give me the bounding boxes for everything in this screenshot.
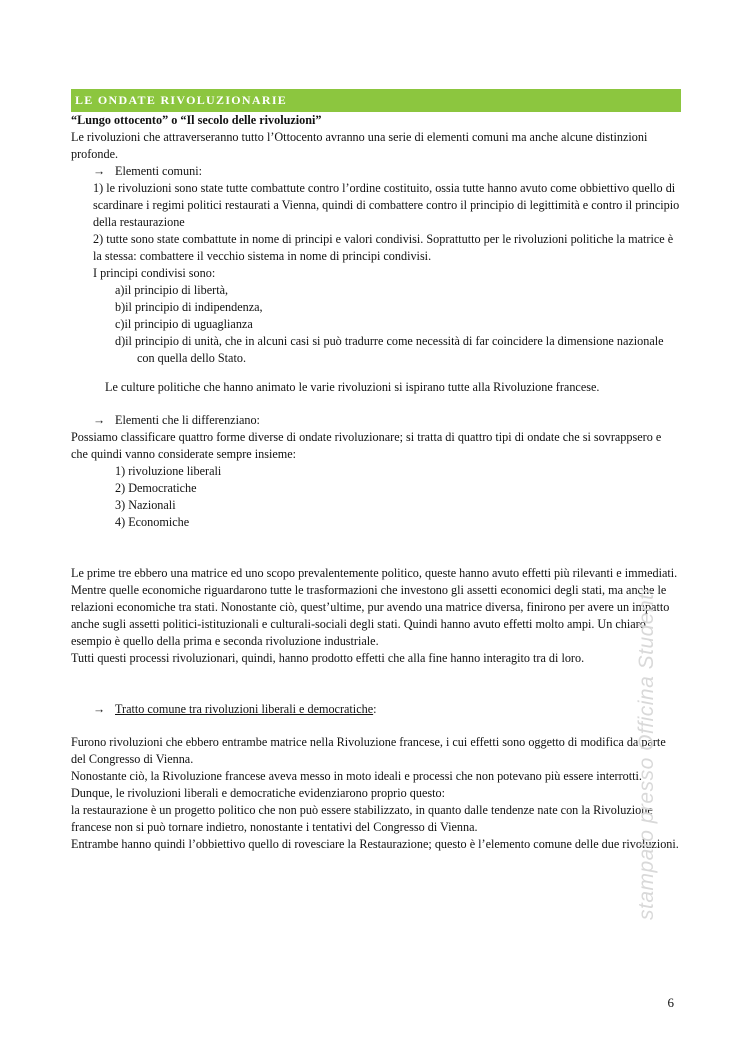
principles-intro: I principi condivisi sono:: [93, 266, 216, 280]
arrow-icon: →: [93, 702, 106, 716]
list-item: a)il principio di libertà,: [115, 283, 229, 297]
subtitle: “Lungo ottocento” o “Il secolo delle rivoluzioni”: [71, 113, 322, 127]
differences-intro: Possiamo classificare quattro forme diverse di ondate rivoluzionare; si tratta di quattro tipi di ondate che si sovrappsero e che quindi vanno considerate sempre insieme:: [71, 430, 662, 461]
paragraph: Nonostante ciò, la Rivoluzione francese aveva messo in moto ideali e processi che non potevano più essere interrotti.: [71, 769, 642, 783]
list-item: c)il principio di uguaglianza: [115, 317, 253, 331]
list-item: 2) Democratiche: [115, 481, 197, 495]
common-elements-heading: → Elementi comuni:: [93, 164, 202, 178]
intro-paragraph: Le rivoluzioni che attraverseranno tutto l’Ottocento avranno una serie di elementi comuni ma anche alcune distinzioni profonde.: [71, 130, 648, 161]
paragraph: Furono rivoluzioni che ebbero entrambe matrice nella Rivoluzione francese, i cui effetti sono oggetto di modifica da parte del Congresso di Vienna.: [71, 735, 666, 766]
note-sentence: Le culture politiche che hanno animato le varie rivoluzioni si ispirano tutte alla Rivoluzione francese.: [105, 380, 600, 394]
common-point-2: 2) tutte sono state combattute in nome di principi e valori condivisi. Soprattutto per le rivoluzioni politiche la matrice è la stessa: combattere il vecchio sistema in nome di principi condivisi.: [93, 232, 674, 263]
arrow-icon: →: [93, 413, 106, 427]
list-item: d)il principio di unità, che in alcuni casi si può tradurre come necessità di far coincidere la dimensione nazionale con quella dello Stato.: [115, 334, 664, 365]
paragraph: la restaurazione è un progetto politico che non può essere stabilizzato, in quanto dalle tendenze nate con la Rivoluzione francese non si può tornare indietro, nonostante i tentativi del Congresso di Vienna.: [71, 803, 653, 834]
paragraph: Le prime tre ebbero una matrice ed uno scopo prevalentemente politico, queste hanno avuto effetti più rilevanti e immediati.: [71, 566, 678, 580]
paragraph: Entrambe hanno quindi l’obbiettivo quello di rovesciare la Restaurazione; questo è l’elemento comune delle due rivoluzioni.: [71, 837, 679, 851]
list-item: 1) rivoluzione liberali: [115, 464, 222, 478]
paragraph: Dunque, le rivoluzioni liberali e democratiche evidenziarono proprio questo:: [71, 786, 445, 800]
differences-heading: → Elementi che li differenziano:: [93, 413, 260, 427]
list-item: 4) Economiche: [115, 515, 190, 529]
paragraph: Tutti questi processi rivoluzionari, quindi, hanno prodotto effetti che alla fine hanno interagito tra di loro.: [71, 651, 585, 665]
common-point-1: 1) le rivoluzioni sono state tutte combattute contro l’ordine costituito, ossia tutte hanno avuto come obbiettivo quello di scardinare i regimi politici restaurati a Vienna, quindi di combattere contro il principio di legittimità e contro il principio della restaurazione: [93, 181, 680, 229]
section-title-bar: LE ONDATE RIVOLUZIONARIE: [71, 89, 681, 112]
list-item: b)il principio di indipendenza,: [115, 300, 263, 314]
list-item: 3) Nazionali: [115, 498, 176, 512]
arrow-icon: →: [93, 164, 106, 178]
watermark: stampato presso Officina Studenti: [635, 588, 658, 920]
document-page: [71, 89, 681, 853]
page-number: 6: [667, 995, 674, 1010]
paragraph: Mentre quelle economiche riguardarono tutte le trasformazioni che investono gli assetti economici degli stati, ma anche le relazioni economiche tra stati. Nonostante ciò, quest’ultime, pur avendo una matrice diversa, finirono per avere un impatto anche sugli assetti politici-istituzionali e culturali-sociali degli stati. Quindi hanno avuto effetti molto ampi. Un chiaro esempio è quello della prima e seconda rivoluzione industriale.: [71, 583, 670, 648]
common-trait-heading: → Tratto comune tra rivoluzioni liberali e democratiche:: [93, 702, 377, 716]
